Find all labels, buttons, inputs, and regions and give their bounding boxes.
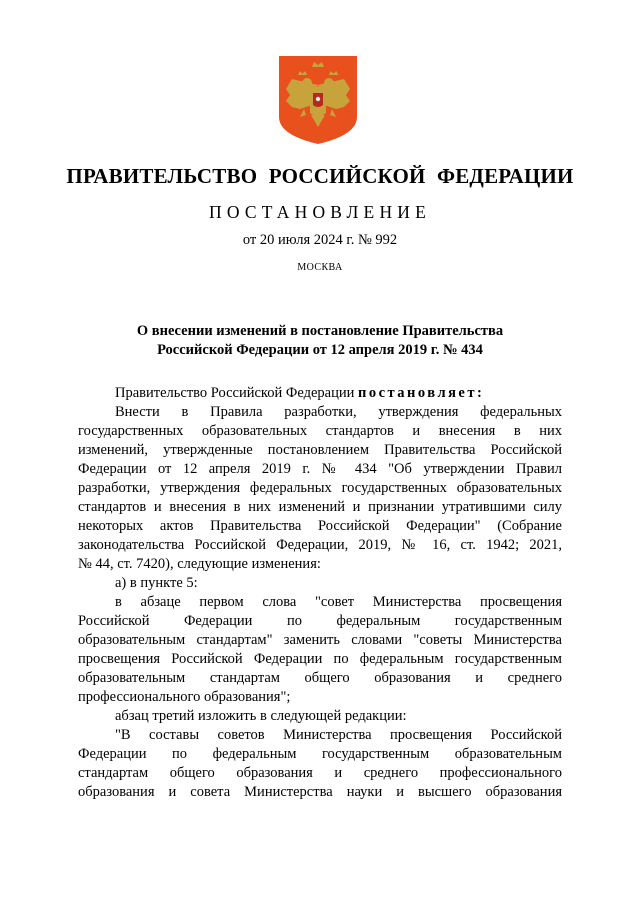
body-line: некоторых актов Правительства Российской Федерации" (Собрание — [78, 518, 562, 534]
body-line: изменений, утвержденные постановлением Правительства Российской — [78, 442, 562, 458]
body-line: Российской Федерации по федеральным государственным — [78, 613, 562, 629]
document-date-number: от 20 июля 2024 г. № 992 — [242, 232, 398, 248]
government-title: ПРАВИТЕЛЬСТВО РОССИЙСКОЙ ФЕДЕРАЦИИ — [66, 164, 574, 188]
body-line: образовательным стандартам" заменить словами "советы Министерства — [78, 632, 562, 648]
subject-line: Российской Федерации от 12 апреля 2019 г. № 434 — [157, 342, 483, 358]
document-body — [78, 384, 562, 802]
body-line: разработки, утверждения федеральных государственных образовательных — [78, 480, 562, 496]
document-subject — [120, 322, 520, 360]
body-line: абзац третий изложить в следующей редакции: — [115, 708, 407, 724]
body-line: № 44, ст. 7420), следующие изменения: — [78, 556, 321, 572]
body-line: "В составы советов Министерства просвещения Российской — [115, 727, 562, 743]
body-line: стандартов и внесения в них изменений и признании утратившими силу — [78, 499, 562, 515]
body-line: государственных образовательных стандартов и внесения в них — [78, 423, 562, 439]
coat-of-arms-icon — [278, 55, 358, 145]
intro-text: Правительство Российской Федерации — [115, 385, 358, 401]
body-line: Внести в Правила разработки, утверждения федеральных — [115, 404, 562, 420]
body-line: законодательства Российской Федерации, 2019, № 16, ст. 1942; 2021, — [78, 537, 562, 553]
body-line: стандартам общего образования и среднего профессионального — [78, 765, 562, 781]
document-city: МОСКВА — [297, 262, 343, 273]
list-item-a: а) в пункте 5: — [115, 575, 198, 591]
document-type: ПОСТАНОВЛЕНИЕ — [208, 202, 432, 222]
subject-line: О внесении изменений в постановление Правительства — [136, 323, 504, 339]
body-line: в абзаце первом слова "совет Министерства просвещения — [115, 594, 562, 610]
body-line: образования и совета Министерства науки и высшего образования — [78, 784, 562, 800]
intro-paragraph — [78, 384, 562, 403]
decree-word: постановляет: — [357, 385, 485, 401]
body-line: Федерации по федеральным государственным образовательным — [78, 746, 562, 762]
body-line: профессионального образования"; — [78, 689, 291, 705]
body-line: просвещения Российской Федерации по федеральным государственным — [78, 651, 562, 667]
body-line: Федерации от 12 апреля 2019 г. № 434 "Об утверждении Правил — [78, 461, 562, 477]
body-line: образовательным стандартам общего образования и среднего — [78, 670, 562, 686]
